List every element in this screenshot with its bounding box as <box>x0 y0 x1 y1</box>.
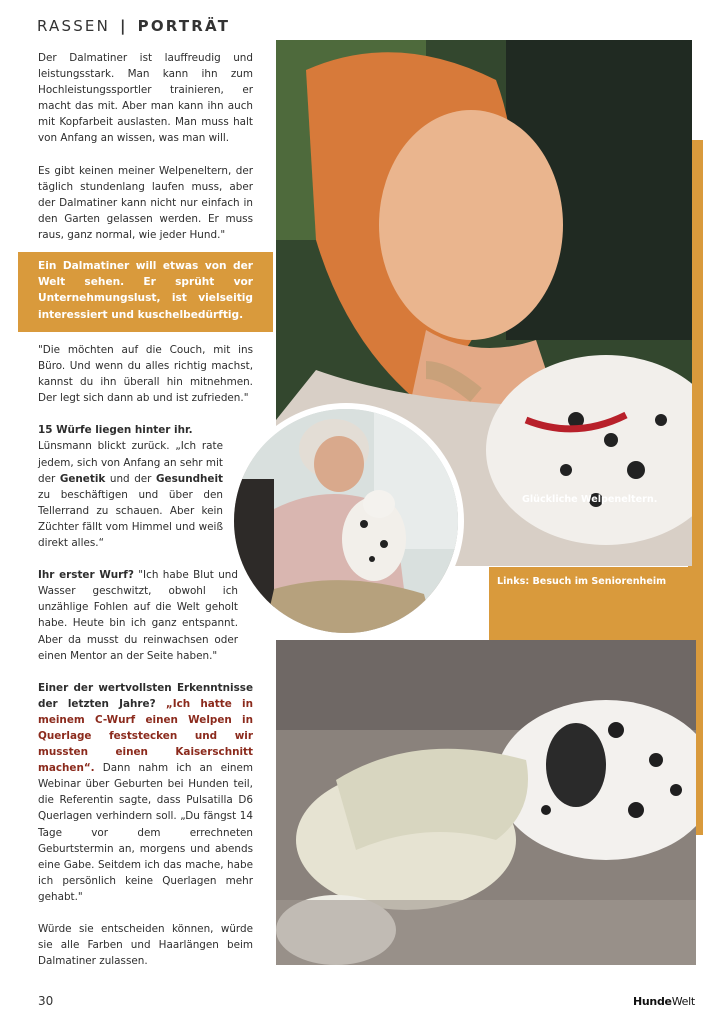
pull-quote-callout: Ein Dalmatiner will etwas von der Welt sehen. Er sprüht vor Unternehmungslust, ist vielseitig interessiert und kuschelbedürftig. <box>18 252 273 332</box>
photo-sleeping-puppy-illustration <box>276 640 696 965</box>
brand-logo <box>633 995 695 1008</box>
page-number: 30 <box>38 994 54 1008</box>
paragraph-5: Ihr erster Wurf? "Ich habe Blut und Wasser geschwitzt, obwohl ich unzählige Fohlen auf die Welt geholt habe. Heute bin ich ganz entspannt. Aber da musst du reinwachsen oder einen Mentor an der Seite haben." <box>38 569 238 662</box>
term-gesundheit: Gesundheit <box>156 472 223 485</box>
paragraph-6-lead: Einer der wertvollsten Erkenntnisse der letzten Jahre? <box>38 681 253 710</box>
paragraph-1: Der Dalmatiner ist lauffreudig und leistungsstark. Man kann ihn zum Hochleistungssportler trainieren, er macht das mit. Aber man kann ihn auch mit Kopfarbeit auslasten. Man muss halt von Anfang an wissen, was man will. <box>38 52 253 145</box>
section-name: RASSEN <box>37 17 111 35</box>
inset-photo-illustration <box>234 409 458 633</box>
highlighted-quote: „Ich hatte in meinem C-Wurf einen Welpen in Querlage feststecken und wir mussten einen Kaiserschnitt machen“. <box>38 697 254 775</box>
paragraph-2: Es gibt keinen meiner Welpeneltern, der täglich stundenlang laufen muss, aber der Dalmatiner kann nicht nur einfach in den Garten gelassen werden. Er muss raus, ganz normal, wie jeder Hund." <box>38 164 253 241</box>
paragraph-7: Würde sie entscheiden können, würde sie alle Farben und Haarlängen beim Dalmatiner zulassen. <box>38 923 253 968</box>
inset-photo-frame <box>228 403 464 639</box>
brand-logo-regular: Welt <box>671 995 695 1008</box>
paragraph-4-lead: 15 Würfe liegen hinter ihr. <box>38 424 193 437</box>
paragraph-6: Einer der wertvollsten Erkenntnisse der letzten Jahre? „Ich hatte in meinem C-Wurf einen Welpen in Querlage feststecken und wir mussten einen Kaiserschnitt machen“. Dann nahm ich an einem Webinar über Geburten bei Hunden teil, die Referentin sagte, dass Pulsatilla D6 Querlagen verhindern soll. „Du fängst 14 Tage vor dem errechneten Geburtstermin an, morgens und abends eine Gabe. Seitdem ich das mache, habe ich persönlich keine Querlagen mehr gehabt." <box>38 681 254 903</box>
paragraph-4: 15 Würfe liegen hinter ihr. Lünsmann blickt zurück. „Ich rate jedem, sich von Anfang an sehr mit der Genetik und der Gesundheit zu beschäftigen und über den Tellerrand zu schauen. Aber kein Züchter fällt vom Himmel und weiß direkt alles.“ <box>38 424 223 550</box>
header-separator: | <box>120 17 128 35</box>
caption-main-photo: Glückliche Welpeneltern. <box>522 494 658 505</box>
section-header <box>37 17 230 35</box>
article-column-top <box>38 50 253 243</box>
article-column-bottom <box>38 342 253 969</box>
inset-photo-senior-home <box>234 409 458 633</box>
caption-left-note: Links: Besuch im Seniorenheim <box>497 576 667 587</box>
paragraph-3: "Die möchten auf die Couch, mit ins Büro. Und wenn du alles richtig machst, kannst du ihn überall hin mitnehmen. Der legt sich dann ab und ist zufrieden." <box>38 344 253 405</box>
photo-sleeping-puppy <box>276 640 696 965</box>
paragraph-5-lead: Ihr erster Wurf? <box>38 569 134 582</box>
brand-logo-bold: Hunde <box>633 995 672 1008</box>
section-title: PORTRÄT <box>137 17 231 35</box>
term-genetik: Genetik <box>59 472 106 485</box>
